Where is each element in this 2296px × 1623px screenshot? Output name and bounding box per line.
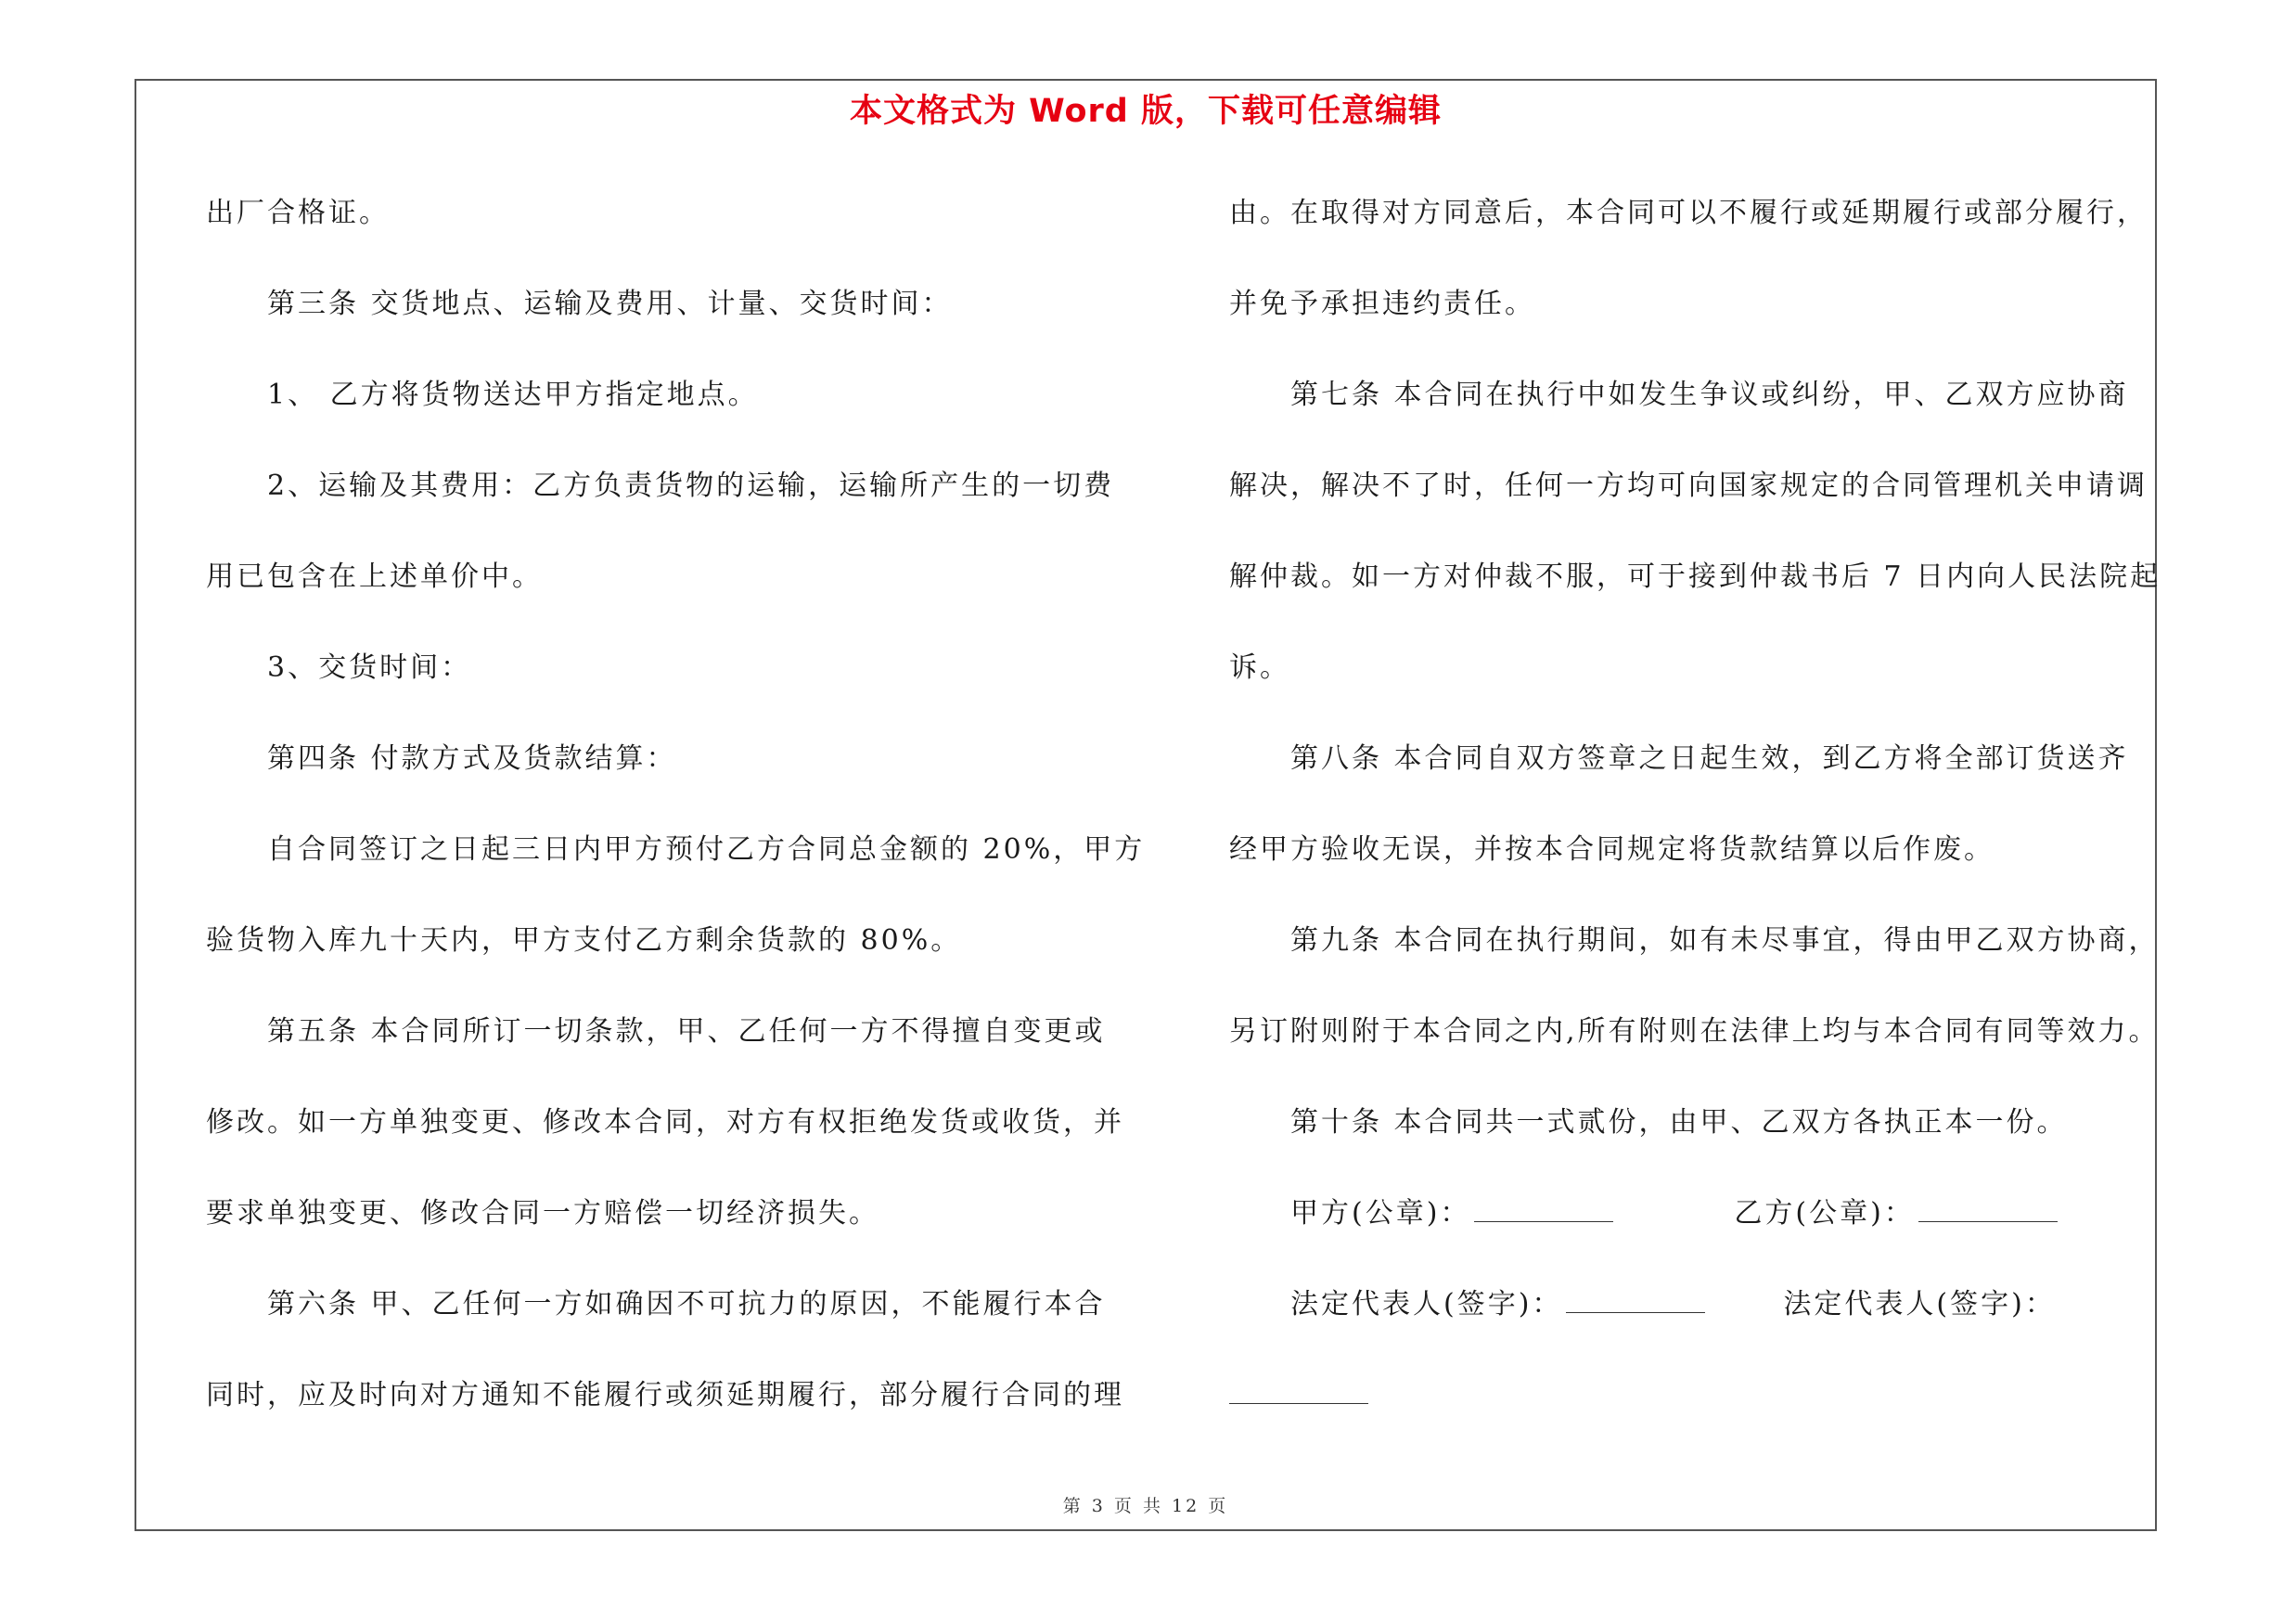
article-heading: 第四条 付款方式及货款结算： xyxy=(267,742,677,775)
article-heading: 第三条 交货地点、运输及费用、计量、交货时间： xyxy=(267,288,953,320)
seal-line xyxy=(1229,1186,2166,1277)
article-heading: 第七条 本合同在执行中如发生争议或纠纷，甲、乙双方应协商 xyxy=(1290,379,2129,411)
page-number-footer: 第 3 页 共 12 页 xyxy=(1062,1496,1229,1516)
representative-line xyxy=(1229,1277,2166,1368)
text-line: 1、 乙方将货物送达甲方指定地点。 xyxy=(267,379,759,411)
article-heading: 第八条 本合同自双方签章之日起生效，到乙方将全部订货送齐 xyxy=(1290,742,2129,775)
text-line: 修改。如一方单独变更、修改本合同，对方有权拒绝发货或收货，并 xyxy=(206,1106,1124,1139)
party-a-seal-blank xyxy=(1474,1220,1613,1222)
text-line: 出厂合格证。 xyxy=(206,197,390,229)
text-line: 要求单独变更、修改合同一方赔偿一切经济损失。 xyxy=(206,1197,879,1230)
text-line: 用已包含在上述单价中。 xyxy=(206,560,543,593)
text-line: 自合同签订之日起三日内甲方预付乙方合同总金额的 20%，甲方 xyxy=(267,833,1146,866)
rep-b-blank-line xyxy=(1229,1368,2166,1459)
text-line: 诉。 xyxy=(1229,651,1290,684)
party-a-seal-label: 甲方(公章)： xyxy=(1290,1197,1471,1230)
text-line: 解决，解决不了时，任何一方均可向国家规定的合同管理机关申请调 xyxy=(1229,470,2148,502)
text-line: 解仲裁。如一方对仲裁不服，可于接到仲裁书后 7 日内向人民法院起 xyxy=(1229,560,2161,593)
text-line: 3、交货时间： xyxy=(267,651,472,684)
party-b-seal-label: 乙方(公章)： xyxy=(1734,1197,1915,1230)
rep-b-blank xyxy=(1229,1402,1368,1404)
text-line: 2、运输及其费用：乙方负责货物的运输，运输所产生的一切费 xyxy=(267,470,1115,502)
text-line: 经甲方验收无误，并按本合同规定将货款结算以后作废。 xyxy=(1229,833,1995,866)
text-line: 验货物入库九十天内，甲方支付乙方剩余货款的 80%。 xyxy=(206,924,962,957)
rep-b-label: 法定代表人(签字)： xyxy=(1783,1288,2056,1320)
rep-a-label: 法定代表人(签字)： xyxy=(1290,1288,1563,1320)
left-column xyxy=(206,186,1146,1459)
party-b-seal-blank xyxy=(1918,1220,2058,1222)
right-column xyxy=(1229,186,2166,1459)
word-format-banner: 本文格式为 Word 版，下载可任意编辑 xyxy=(849,93,1443,130)
text-line: 由。在取得对方同意后，本合同可以不履行或延期履行或部分履行， xyxy=(1229,197,2148,229)
rep-a-blank xyxy=(1566,1311,1705,1313)
article-heading: 第十条 本合同共一式贰份，由甲、乙双方各执正本一份。 xyxy=(1290,1106,2068,1139)
text-line: 另订附则附于本合同之内,所有附则在法律上均与本合同有同等效力。 xyxy=(1229,1015,2160,1048)
article-heading: 第六条 甲、乙任何一方如确因不可抗力的原因，不能履行本合 xyxy=(267,1288,1106,1320)
text-line: 并免予承担违约责任。 xyxy=(1229,288,1535,320)
article-heading: 第五条 本合同所订一切条款，甲、乙任何一方不得擅自变更或 xyxy=(267,1015,1106,1048)
text-line: 同时，应及时向对方通知不能履行或须延期履行，部分履行合同的理 xyxy=(206,1379,1124,1411)
article-heading: 第九条 本合同在执行期间，如有未尽事宜，得由甲乙双方协商， xyxy=(1290,924,2160,957)
